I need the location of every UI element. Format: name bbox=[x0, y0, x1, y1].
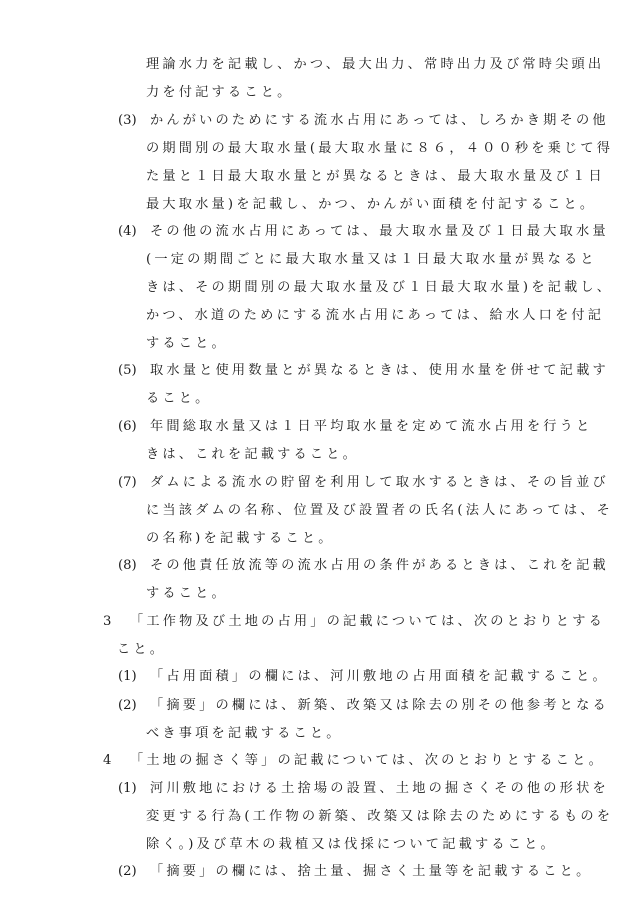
text-line: こと。 bbox=[117, 642, 167, 657]
text-line: きは、その期間別の最大取水量及び１日最大取水量)を記載し、 bbox=[146, 280, 614, 295]
text-line: 取水量と使用数量とが異なるときは、使用水量を併せて記載す bbox=[150, 363, 609, 378]
section-number: 4 bbox=[103, 753, 112, 768]
text-line: その他の流水占用にあっては、最大取水量及び１日最大取水量 bbox=[150, 224, 609, 239]
text-line: 「土地の掘さく等」の記載については、次のとおりとすること。 bbox=[130, 753, 605, 768]
item-number: (2) bbox=[118, 864, 137, 879]
item-number: (8) bbox=[118, 558, 137, 573]
text-line: 変更する行為(工作物の新築、改築又は除去のためにするものを bbox=[146, 809, 614, 824]
text-line: すること。 bbox=[146, 586, 228, 601]
text-line: ること。 bbox=[146, 391, 212, 406]
text-line: すること。 bbox=[146, 336, 228, 351]
text-line: 最大取水量)を記載し、かつ、かんがい面積を付記すること。 bbox=[146, 197, 597, 212]
text-line: に当該ダムの名称、位置及び設置者の氏名(法人にあっては、そ bbox=[146, 503, 614, 518]
text-line: かつ、水道のためにする流水占用にあっては、給水人口を付記 bbox=[146, 308, 605, 323]
text-line: 「摘要」の欄には、捨土量、掘さく土量等を記載すること。 bbox=[150, 864, 593, 879]
text-line: の名称)を記載すること。 bbox=[146, 531, 335, 546]
item-number: (7) bbox=[118, 475, 137, 490]
text-line: 「工作物及び土地の占用」の記載については、次のとおりとする bbox=[130, 614, 605, 629]
text-line: 「占用面積」の欄には、河川敷地の占用面積を記載すること。 bbox=[150, 669, 609, 684]
text-line: 理論水力を記載し、かつ、最大出力、常時出力及び常時尖頭出 bbox=[146, 57, 605, 72]
item-number: (1) bbox=[118, 781, 137, 796]
text-line: ダムによる流水の貯留を利用して取水するときは、その旨並び bbox=[150, 475, 609, 490]
item-number: (5) bbox=[118, 363, 137, 378]
text-line: た量と１日最大取水量とが異なるときは、最大取水量及び１日 bbox=[146, 169, 605, 184]
text-line: その他責任放流等の流水占用の条件があるときは、これを記載 bbox=[150, 558, 609, 573]
text-line: (一定の期間ごとに最大取水量又は１日最大取水量が異なると bbox=[146, 252, 597, 267]
text-line: 河川敷地における土捨場の設置、土地の掘さくその他の形状を bbox=[150, 781, 609, 796]
item-number: (1) bbox=[118, 669, 137, 684]
text-line: 年間総取水量又は１日平均取水量を定めて流水占用を行うと bbox=[150, 419, 593, 434]
text-line: かんがいのためにする流水占用にあっては、しろかき期その他 bbox=[150, 113, 609, 128]
item-number: (4) bbox=[118, 224, 137, 239]
text-line: 除く。)及び草木の栽植又は伐採について記載すること。 bbox=[146, 837, 557, 852]
text-line: 力を付記すること。 bbox=[146, 85, 294, 100]
text-line: べき事項を記載すること。 bbox=[146, 726, 343, 741]
item-number: (6) bbox=[118, 419, 137, 434]
section-number: 3 bbox=[103, 614, 112, 629]
text-line: 「摘要」の欄には、新築、改築又は除去の別その他参考となる bbox=[150, 698, 609, 713]
item-number: (2) bbox=[118, 698, 137, 713]
text-line: の期間別の最大取水量(最大取水量に８６，４００秒を乗じて得 bbox=[146, 141, 614, 156]
item-number: (3) bbox=[118, 113, 137, 128]
text-line: きは、これを記載すること。 bbox=[146, 447, 360, 462]
